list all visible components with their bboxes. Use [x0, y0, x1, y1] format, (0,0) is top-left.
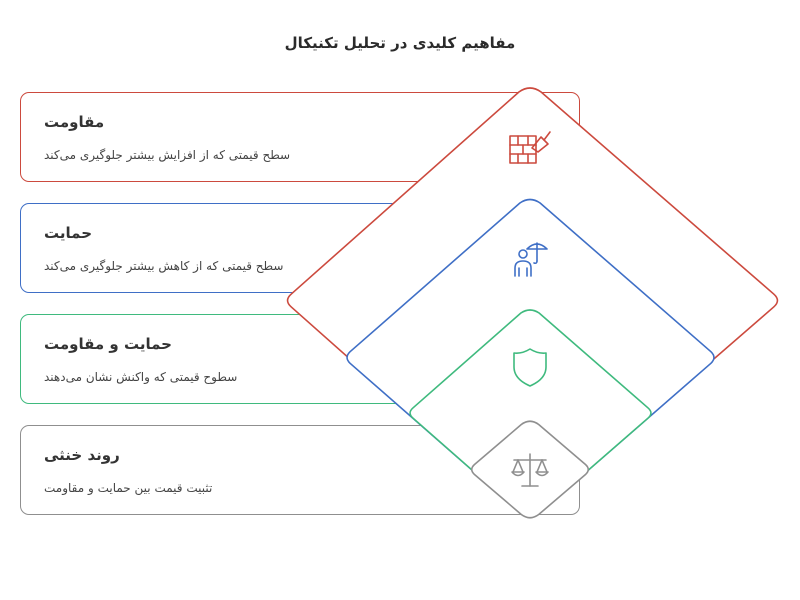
card-title: روند خنثی — [44, 446, 120, 464]
card-description: سطح قیمتی که از افزایش بیشتر جلوگیری می‌کند — [44, 148, 291, 162]
card-title: حمایت و مقاومت — [44, 335, 172, 353]
card-title: حمایت — [44, 224, 93, 242]
diagram-title: مفاهیم کلیدی در تحلیل تکنیکال — [284, 34, 516, 52]
card-description: سطوح قیمتی که واکنش نشان می‌دهند — [44, 370, 238, 384]
card-description: تثبیت قیمت بین حمایت و مقاومت — [44, 481, 213, 495]
card-title: مقاومت — [44, 113, 105, 131]
card-description: سطح قیمتی که از کاهش بیشتر جلوگیری می‌کند — [44, 259, 284, 273]
